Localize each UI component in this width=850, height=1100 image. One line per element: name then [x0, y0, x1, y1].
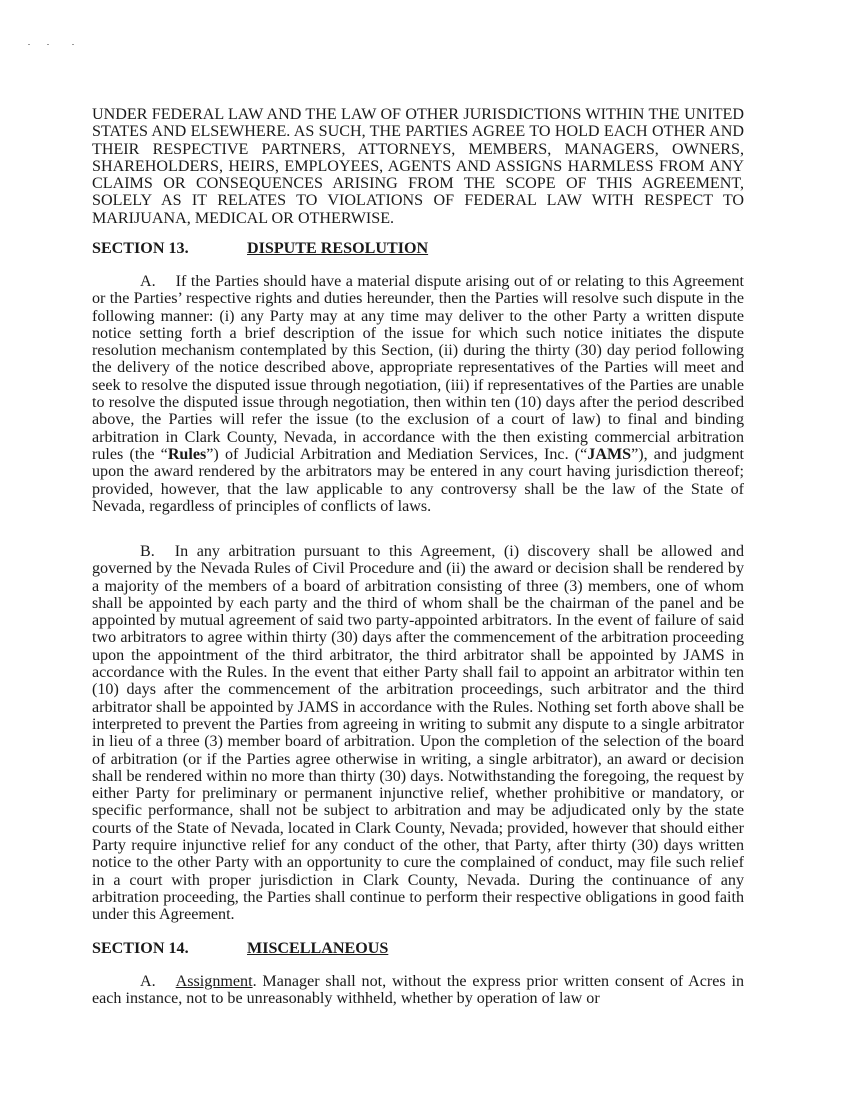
- assignment-heading: Assignment: [175, 973, 253, 990]
- section-13-paragraph-b: [92, 543, 744, 924]
- section-14-a-label: A.: [140, 973, 156, 990]
- paragraph-a-text-1: If the Parties should have a material dispute arising out of or relating to this Agreement or the Parties’ respective rights and duties hereunder, then the Parties will resolve such dispute in the following manner: (i) any Party may at any time may deliver to the other Party a written dispute notice setting forth a brief description of the issue for which such notice initiates the dispute resolution mechanism contemplated by this Section, (ii) during the thirty (30) day period following the delivery of the notice described above, appropriate representatives of the Parties will meet and seek to resolve the disputed issue through negotiation, (iii) if representatives of the Parties are unable to resolve the disputed issue through negotiation, then within ten (10) days after the period described above, the Parties will refer the issue (to the exclusion of a court of law) to final and binding arbitration in Clark County, Nevada, in accordance with the then existing commercial arbitration rules (the “: [92, 273, 744, 463]
- rules-defined-term: Rules: [167, 445, 207, 463]
- section-13-title: DISPUTE RESOLUTION: [247, 240, 429, 257]
- section-13-heading: [92, 240, 428, 258]
- section-14-number: SECTION 14.: [92, 940, 189, 957]
- section-14-a-text: . Manager shall not, without the express prior written consent of Acres in each instance, not to be unreasonably withheld, whether by operation of law or: [92, 973, 744, 1008]
- paragraph-b-text: In any arbitration pursuant to this Agreement, (i) discovery shall be allowed and governed by the Nevada Rules of Civil Procedure and (ii) the award or decision shall be rendered by a majority of the members of a board of arbitration consisting of three (3) members, one of whom shall be appointed by each party and the third of whom shall be the chairman of the panel and be appointed by mutual agreement of said two party-appointed arbitrators. In the event of failure of said two arbitrators to agree within thirty (30) days after the commencement of the arbitration proceeding upon the appointment of the third arbitrator, the third arbitrator shall be appointed by JAMS in accordance with the Rules. In the event that either Party shall fail to appoint an arbitrator within ten (10) days after the commencement of the arbitration proceedings, such arbitrator and the third arbitrator shall be appointed by JAMS in accordance with the Rules. Nothing set forth above shall be interpreted to prevent the Parties from agreeing in writing to submit any dispute to a single arbitrator in lieu of a three (3) member board of arbitration. Upon the completion of the selection of the board of arbitration (or if the Parties agree otherwise in writing, a single arbitrator), an award or decision shall be rendered within no more than thirty (30) days. Notwithstanding the foregoing, the request by either Party for preliminary or permanent injunctive relief, whether prohibitive or mandatory, or specific performance, shall not be subject to arbitration and may be adjudicated only by the state courts of the State of Nevada, located in Clark County, Nevada; provided, however that should either Party require injunctive relief for any conduct of the other, that Party, after thirty (30) days written notice to the other Party with an opportunity to cure the complained of conduct, may file such relief in a court with proper jurisdiction in Clark County, Nevada. During the continuance of any arbitration proceeding, the Parties shall continue to perform their respective obligations in good faith under this Agreement.: [92, 543, 744, 924]
- section-14-title: MISCELLANEOUS: [247, 940, 389, 957]
- scan-artifact: [28, 44, 78, 46]
- jams-defined-term: JAMS: [587, 445, 632, 463]
- section-14-paragraph-a: [92, 973, 744, 1008]
- section-13-number: SECTION 13.: [92, 240, 189, 257]
- paragraph-b-label: B.: [140, 543, 155, 560]
- paragraph-a-text-2: ”) of Judicial Arbitration and Mediation Services, Inc. (“: [206, 445, 588, 463]
- paragraph-a-label: A.: [140, 273, 156, 290]
- paragraph-a-text-3: ”), and judgment upon the award rendered by the arbitrators may be entered in any court having jurisdiction thereof; provided, however, that the law applicable to any controversy shall be the law of the State of Nevada, regardless of principles of conflicts of laws.: [92, 445, 744, 515]
- intro-paragraph: UNDER FEDERAL LAW AND THE LAW OF OTHER JURISDICTIONS WITHIN THE UNITED STATES AND ELSEWHERE. AS SUCH, THE PARTIES AGREE TO HOLD EACH OTHER AND THEIR RESPECTIVE PARTNERS, ATTORNEYS, MEMBERS, MANAGERS, OWNERS, SHAREHOLDERS, HEIRS, EMPLOYEES, AGENTS AND ASSIGNS HARMLESS FROM ANY CLAIMS OR CONSEQUENCES ARISING FROM THE SCOPE OF THIS AGREEMENT, SOLELY AS IT RELATES TO VIOLATIONS OF FEDERAL LAW WITH RESPECT TO MARIJUANA, MEDICAL OR OTHERWISE.: [92, 106, 744, 227]
- section-14-heading: [92, 940, 388, 958]
- section-13-paragraph-a: [92, 273, 744, 515]
